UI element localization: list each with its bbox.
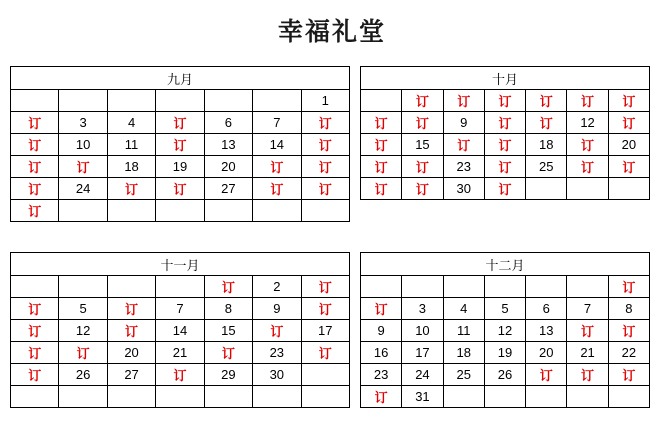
day-cell-booked[interactable]: 订	[11, 320, 59, 342]
day-cell-booked[interactable]: 订	[608, 112, 649, 134]
day-cell-empty	[402, 276, 443, 298]
day-cell-available[interactable]: 3	[59, 112, 107, 134]
day-cell-booked[interactable]: 订	[301, 112, 349, 134]
day-cell-empty	[11, 90, 59, 112]
month-name: 十一月	[11, 253, 350, 276]
day-cell-empty	[526, 178, 567, 200]
day-cell-booked[interactable]: 订	[253, 156, 301, 178]
day-cell-booked[interactable]: 订	[443, 90, 484, 112]
day-cell-empty	[204, 200, 252, 222]
day-cell-booked[interactable]: 订	[253, 320, 301, 342]
day-cell-available[interactable]: 11	[443, 320, 484, 342]
day-cell-booked[interactable]: 订	[107, 320, 155, 342]
day-cell-available[interactable]: 2	[253, 276, 301, 298]
day-cell-booked[interactable]: 订	[361, 156, 402, 178]
month-header-row	[361, 253, 650, 276]
week-row	[11, 276, 350, 298]
day-cell-available[interactable]: 10	[402, 320, 443, 342]
day-cell-booked[interactable]: 订	[402, 90, 443, 112]
day-cell-empty	[253, 200, 301, 222]
day-cell-available[interactable]: 14	[156, 320, 204, 342]
day-cell-empty	[107, 90, 155, 112]
day-cell-empty	[156, 90, 204, 112]
day-cell-available[interactable]: 23	[443, 156, 484, 178]
day-cell-booked[interactable]: 订	[301, 156, 349, 178]
day-cell-available[interactable]: 4	[107, 112, 155, 134]
day-cell-available[interactable]: 27	[204, 178, 252, 200]
month-header-row	[11, 253, 350, 276]
day-cell-available[interactable]: 18	[107, 156, 155, 178]
week-row	[11, 298, 350, 320]
day-cell-available[interactable]: 24	[402, 364, 443, 386]
day-cell-available[interactable]: 12	[484, 320, 525, 342]
day-cell-empty	[59, 276, 107, 298]
day-cell-available[interactable]: 14	[253, 134, 301, 156]
week-row	[11, 156, 350, 178]
day-cell-booked[interactable]: 订	[526, 112, 567, 134]
day-cell-empty	[567, 386, 608, 408]
day-cell-booked[interactable]: 订	[301, 342, 349, 364]
day-cell-empty	[301, 364, 349, 386]
month-header-row	[11, 67, 350, 90]
day-cell-empty	[526, 276, 567, 298]
day-cell-empty	[11, 386, 59, 408]
day-cell-empty	[204, 386, 252, 408]
day-cell-available[interactable]: 8	[608, 298, 649, 320]
day-cell-available[interactable]: 21	[567, 342, 608, 364]
day-cell-available[interactable]: 17	[301, 320, 349, 342]
day-cell-booked[interactable]: 订	[11, 156, 59, 178]
day-cell-empty	[361, 90, 402, 112]
day-cell-empty	[567, 178, 608, 200]
day-cell-booked[interactable]: 订	[11, 200, 59, 222]
day-cell-booked[interactable]: 订	[253, 178, 301, 200]
day-cell-booked[interactable]: 订	[361, 178, 402, 200]
day-cell-available[interactable]: 26	[484, 364, 525, 386]
day-cell-booked[interactable]: 订	[156, 134, 204, 156]
day-cell-booked[interactable]: 订	[484, 134, 525, 156]
day-cell-available[interactable]: 29	[204, 364, 252, 386]
day-cell-booked[interactable]: 订	[567, 320, 608, 342]
day-cell-available[interactable]: 24	[59, 178, 107, 200]
day-cell-booked[interactable]: 订	[567, 364, 608, 386]
day-cell-booked[interactable]: 订	[204, 276, 252, 298]
day-cell-available[interactable]: 15	[204, 320, 252, 342]
week-row	[361, 386, 650, 408]
month-table	[10, 252, 350, 408]
day-cell-booked[interactable]: 订	[301, 134, 349, 156]
day-cell-available[interactable]: 22	[608, 342, 649, 364]
day-cell-available[interactable]: 31	[402, 386, 443, 408]
day-cell-available[interactable]: 9	[361, 320, 402, 342]
day-cell-available[interactable]: 10	[59, 134, 107, 156]
day-cell-available[interactable]: 18	[443, 342, 484, 364]
month-table	[10, 66, 350, 222]
day-cell-available[interactable]: 16	[361, 342, 402, 364]
day-cell-booked[interactable]: 订	[402, 178, 443, 200]
week-row	[11, 90, 350, 112]
day-cell-available[interactable]: 20	[204, 156, 252, 178]
day-cell-available[interactable]: 15	[402, 134, 443, 156]
day-cell-empty	[253, 386, 301, 408]
day-cell-available[interactable]: 21	[156, 342, 204, 364]
day-cell-booked[interactable]: 订	[526, 90, 567, 112]
month-table	[360, 252, 650, 408]
day-cell-empty	[361, 276, 402, 298]
day-cell-empty	[443, 276, 484, 298]
day-cell-available[interactable]: 27	[107, 364, 155, 386]
day-cell-booked[interactable]: 订	[484, 178, 525, 200]
day-cell-booked[interactable]: 订	[11, 178, 59, 200]
week-row	[361, 156, 650, 178]
day-cell-booked[interactable]: 订	[107, 178, 155, 200]
day-cell-empty	[59, 90, 107, 112]
day-cell-booked[interactable]: 订	[11, 364, 59, 386]
month-header-row	[361, 67, 650, 90]
month-body-1	[361, 67, 650, 200]
day-cell-empty	[301, 200, 349, 222]
day-cell-available[interactable]: 7	[156, 298, 204, 320]
calendar-grid	[0, 48, 664, 408]
day-cell-available[interactable]: 5	[484, 298, 525, 320]
week-row	[11, 364, 350, 386]
day-cell-available[interactable]: 30	[443, 178, 484, 200]
week-row	[361, 90, 650, 112]
month-name: 九月	[11, 67, 350, 90]
day-cell-empty	[59, 386, 107, 408]
day-cell-empty	[484, 276, 525, 298]
month-name: 十月	[361, 67, 650, 90]
day-cell-booked[interactable]: 订	[567, 90, 608, 112]
week-row	[11, 200, 350, 222]
day-cell-available[interactable]: 3	[402, 298, 443, 320]
week-row	[11, 134, 350, 156]
day-cell-available[interactable]: 20	[107, 342, 155, 364]
day-cell-booked[interactable]: 订	[608, 90, 649, 112]
day-cell-available[interactable]: 11	[107, 134, 155, 156]
day-cell-empty	[484, 386, 525, 408]
day-cell-available[interactable]: 23	[253, 342, 301, 364]
day-cell-booked[interactable]: 订	[608, 156, 649, 178]
day-cell-empty	[301, 386, 349, 408]
day-cell-booked[interactable]: 订	[526, 364, 567, 386]
day-cell-available[interactable]: 23	[361, 364, 402, 386]
day-cell-booked[interactable]: 订	[361, 298, 402, 320]
day-cell-available[interactable]: 13	[204, 134, 252, 156]
week-row	[11, 112, 350, 134]
day-cell-empty	[608, 178, 649, 200]
day-cell-booked[interactable]: 订	[484, 90, 525, 112]
day-cell-booked[interactable]: 订	[301, 298, 349, 320]
day-cell-booked[interactable]: 订	[59, 342, 107, 364]
week-row	[11, 178, 350, 200]
day-cell-empty	[156, 276, 204, 298]
day-cell-booked[interactable]: 订	[301, 276, 349, 298]
day-cell-booked[interactable]: 订	[402, 156, 443, 178]
day-cell-available[interactable]: 30	[253, 364, 301, 386]
day-cell-available[interactable]: 12	[59, 320, 107, 342]
day-cell-booked[interactable]: 订	[484, 112, 525, 134]
week-row	[361, 320, 650, 342]
day-cell-booked[interactable]: 订	[11, 298, 59, 320]
day-cell-booked[interactable]: 订	[608, 320, 649, 342]
day-cell-booked[interactable]: 订	[59, 156, 107, 178]
day-cell-empty	[526, 386, 567, 408]
week-row	[361, 178, 650, 200]
day-cell-booked[interactable]: 订	[301, 178, 349, 200]
day-cell-booked[interactable]: 订	[204, 342, 252, 364]
day-cell-available[interactable]: 19	[156, 156, 204, 178]
day-cell-empty	[107, 386, 155, 408]
day-cell-booked[interactable]: 订	[361, 386, 402, 408]
day-cell-booked[interactable]: 订	[11, 112, 59, 134]
day-cell-available[interactable]: 6	[204, 112, 252, 134]
day-cell-booked[interactable]: 订	[156, 364, 204, 386]
day-cell-available[interactable]: 6	[526, 298, 567, 320]
day-cell-available[interactable]: 13	[526, 320, 567, 342]
day-cell-booked[interactable]: 订	[402, 112, 443, 134]
day-cell-booked[interactable]: 订	[608, 364, 649, 386]
day-cell-empty	[156, 386, 204, 408]
day-cell-available[interactable]: 9	[443, 112, 484, 134]
day-cell-booked[interactable]: 订	[567, 134, 608, 156]
day-cell-booked[interactable]: 订	[484, 156, 525, 178]
week-row	[361, 298, 650, 320]
day-cell-booked[interactable]: 订	[361, 134, 402, 156]
day-cell-booked[interactable]: 订	[156, 112, 204, 134]
day-cell-empty	[253, 90, 301, 112]
week-row	[361, 134, 650, 156]
calendar-month-december	[360, 252, 650, 408]
day-cell-empty	[608, 386, 649, 408]
day-cell-available[interactable]: 20	[608, 134, 649, 156]
day-cell-booked[interactable]: 订	[107, 298, 155, 320]
day-cell-booked[interactable]: 订	[361, 112, 402, 134]
week-row	[11, 320, 350, 342]
day-cell-empty	[156, 200, 204, 222]
day-cell-booked[interactable]: 订	[567, 156, 608, 178]
day-cell-empty	[11, 276, 59, 298]
day-cell-available[interactable]: 7	[253, 112, 301, 134]
day-cell-empty	[204, 90, 252, 112]
day-cell-available[interactable]: 12	[567, 112, 608, 134]
day-cell-available[interactable]: 9	[253, 298, 301, 320]
month-name: 十二月	[361, 253, 650, 276]
day-cell-available[interactable]: 25	[443, 364, 484, 386]
day-cell-empty	[107, 276, 155, 298]
day-cell-available[interactable]: 1	[301, 90, 349, 112]
day-cell-available[interactable]: 25	[526, 156, 567, 178]
day-cell-empty	[59, 200, 107, 222]
month-body-0	[11, 67, 350, 222]
calendar-month-september	[10, 66, 350, 222]
calendar-month-november	[10, 252, 350, 408]
day-cell-available[interactable]: 18	[526, 134, 567, 156]
day-cell-available[interactable]: 7	[567, 298, 608, 320]
day-cell-empty	[107, 200, 155, 222]
month-table	[360, 66, 650, 200]
day-cell-available[interactable]: 17	[402, 342, 443, 364]
month-body-2	[11, 253, 350, 408]
week-row	[361, 112, 650, 134]
month-body-3	[361, 253, 650, 408]
day-cell-available[interactable]: 19	[484, 342, 525, 364]
week-row	[361, 276, 650, 298]
page-title: 幸福礼堂	[277, 18, 386, 46]
week-row	[361, 364, 650, 386]
day-cell-available[interactable]: 5	[59, 298, 107, 320]
day-cell-booked[interactable]: 订	[156, 178, 204, 200]
day-cell-booked[interactable]: 订	[443, 134, 484, 156]
day-cell-empty	[567, 276, 608, 298]
day-cell-available[interactable]: 4	[443, 298, 484, 320]
week-row	[361, 342, 650, 364]
calendar-month-october	[360, 66, 650, 222]
day-cell-booked[interactable]: 订	[11, 134, 59, 156]
day-cell-booked[interactable]: 订	[11, 342, 59, 364]
day-cell-available[interactable]: 8	[204, 298, 252, 320]
day-cell-available[interactable]: 20	[526, 342, 567, 364]
day-cell-booked[interactable]: 订	[608, 276, 649, 298]
day-cell-empty	[443, 386, 484, 408]
day-cell-available[interactable]: 26	[59, 364, 107, 386]
week-row	[11, 342, 350, 364]
week-row	[11, 386, 350, 408]
